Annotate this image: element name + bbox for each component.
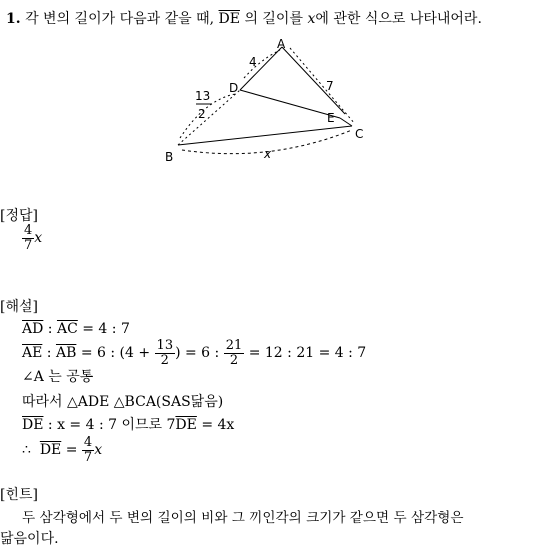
seg-ae: $\overline{AE}$ — [22, 345, 43, 361]
len-bc: x — [264, 147, 272, 161]
frac-21-2 — [224, 339, 245, 367]
frac-21-2-den: 2 — [229, 352, 239, 368]
answer-value — [22, 224, 42, 252]
explanation-header: [해설] — [0, 299, 38, 315]
ratio-2: = 12 : 21 = 4 : 7 — [248, 345, 367, 361]
seg-ab: $\overline{AB}$ — [55, 345, 77, 361]
answer-den: 7 — [24, 237, 33, 253]
side-ad — [240, 47, 282, 90]
len-bd-den: 2 — [198, 107, 206, 121]
side-de — [240, 90, 340, 118]
result-var: x — [94, 442, 103, 458]
seg-de-3: $\overline{DE}$ — [175, 417, 197, 433]
len-bd-num: 13 — [195, 89, 211, 103]
ratio-1: = 4 : 7 — [82, 321, 130, 337]
label-d: D — [229, 81, 239, 95]
variable-x: x — [307, 11, 316, 27]
label-b: B — [165, 150, 174, 164]
problem-text-end: 에 관한 식으로 나타내어라. — [315, 11, 482, 27]
len-ac: 7 — [326, 79, 334, 93]
len-ad: 4 — [249, 55, 257, 69]
seg-de-2: $\overline{DE}$ — [22, 417, 44, 433]
frac-13-2-den: 2 — [160, 352, 169, 368]
label-e: E — [327, 111, 335, 125]
seg-ac: $\overline{AC}$ — [56, 321, 78, 337]
frac-4-7-den: 7 — [83, 449, 93, 465]
problem-number: 1. — [6, 11, 21, 27]
triangle-figure — [160, 38, 370, 168]
segment-de: $\overline{DE}$ — [218, 11, 240, 27]
problem-text-before: 각 변의 길이가 다음과 같을 때, — [25, 11, 215, 27]
side-bc — [178, 126, 352, 145]
frac-4-7 — [82, 436, 94, 464]
label-a: A — [277, 38, 286, 51]
problem-statement — [6, 8, 482, 28]
expl-line-1: $\overline{AD}$ : $\overline{AC} = 4$ : 7 — [22, 321, 130, 337]
answer-num: 4 — [24, 223, 33, 238]
frac-13-2-num: 13 — [156, 337, 174, 353]
answer-fraction — [22, 224, 34, 252]
expl-line-6 — [22, 430, 102, 470]
label-c: C — [355, 127, 364, 141]
expr-mid: = 6 : (4 + — [80, 345, 151, 361]
hint-header: [힌트] — [0, 487, 38, 503]
therefore-symbol: ∴ — [22, 442, 31, 458]
expr-line5-rest: = 4x — [201, 417, 235, 433]
answer-var: x — [34, 230, 43, 247]
seg-de-4: $\overline{DE}$ — [39, 442, 62, 458]
equals: = — [65, 442, 78, 458]
expr-line5-mid: : x = 4 : 7 이므로 7 — [47, 417, 176, 433]
frac-4-7-num: 4 — [83, 434, 93, 450]
expl-line-2: $\overline{AE}$ : $\overline{AB} = 6$ : (4 + $\frac{13}{2}$ ) = 6 : $\frac{21}{2}$ = 12 : 21 = 4 : 7 — [22, 337, 367, 368]
line-ec — [340, 118, 352, 126]
hint-line-2: 닮음이다. — [0, 531, 59, 547]
expr-mid2: ) = 6 : — [175, 345, 220, 361]
hint-line-1: 두 삼각형에서 두 변의 길이의 비와 그 끼인각의 크기가 같으면 두 삼각형은 — [22, 510, 464, 526]
seg-ad: $\overline{AD}$ — [22, 321, 44, 337]
frac-21-2-num: 21 — [225, 337, 243, 353]
problem-text-after: 의 길이를 — [244, 11, 303, 27]
answer-header: [정답] — [0, 208, 38, 224]
expl-line-3: ∠A 는 공통 — [22, 369, 94, 385]
frac-13-2 — [155, 339, 176, 367]
expl-line-4: 따라서 △ADE △BCA(SAS닮음) — [22, 394, 224, 410]
